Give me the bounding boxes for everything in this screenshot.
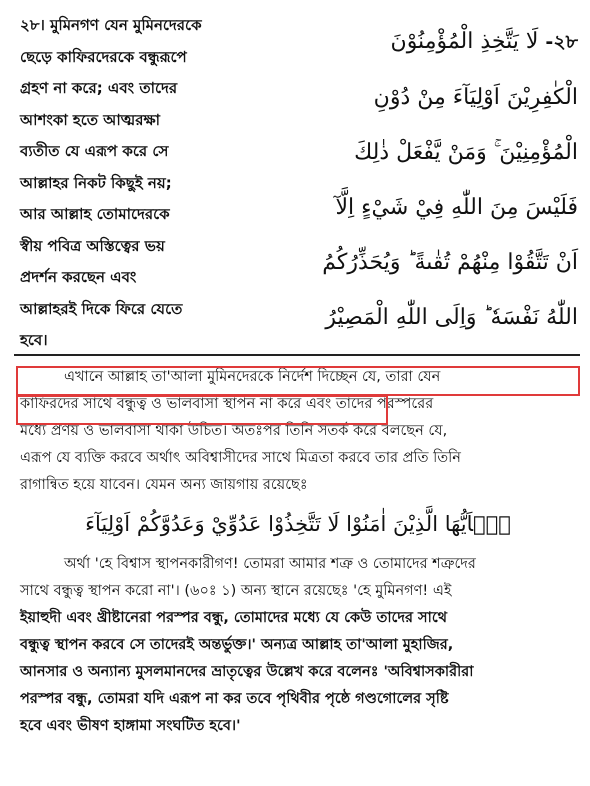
arabic-quote: يٰۤاَيُّهَا الَّذِيْنَ اٰمَنُوْا لَا تَتَّخِذُوْا عَدُوِّيْ وَعَدُوَّكُمْ اَوْلِيَآءَ bbox=[85, 512, 511, 536]
highlight-box-line2 bbox=[16, 395, 388, 425]
translation-line: আল্লাহর নিকট কিছুই নয়; bbox=[20, 173, 172, 192]
arabic-verse-line: الْمُؤْمِنِيْنَ ۚ وَمَنْ يَّفْعَلْ ذٰلِكَ bbox=[354, 140, 578, 165]
translation-line: প্রদর্শন করছেন এবং bbox=[20, 268, 137, 286]
verse-number: ২৮- bbox=[545, 31, 578, 53]
translation-line: ছেড়ে কাফিরদেরকে বন্ধুরূপে bbox=[20, 47, 187, 66]
commentary-line: সাথে বন্ধুত্ব স্থাপন করো না'। (৬০ঃ ১) অন্য স্থানে রয়েছেঃ 'হে মুমিনগণ! এই bbox=[20, 583, 452, 599]
commentary-line: অর্থা 'হে বিশ্বাস স্থাপনকারীগণ! তোমরা আমার শত্রু ও তোমাদের শত্রুদের bbox=[64, 556, 476, 572]
translation-line: ২৮। মুমিনগণ যেন মুমিনদেরকে bbox=[20, 16, 202, 34]
commentary-line: আনসার ও অন্যান্য মুসলমানদের ভ্রাতৃত্বের উল্লেখ করে বলেনঃ 'অবিশ্বাসকারীরা bbox=[20, 664, 474, 680]
commentary-line: এরূপ যে ব্যক্তি করবে অর্থাৎ অবিশ্বাসীদের সাথে মিত্রতা করবে তার প্রতি তিনি bbox=[20, 450, 461, 466]
section-divider bbox=[14, 354, 580, 356]
commentary-line: রাগান্বিত হয়ে যাবেন। যেমন অন্য জায়গায় রয়েছেঃ bbox=[20, 477, 308, 493]
verse-section bbox=[0, 0, 590, 352]
translation-line: আল্লাহরই দিকে ফিরে যেতে bbox=[20, 299, 183, 318]
translation-line: হবে। bbox=[20, 331, 48, 349]
translation-line: ব্যতীত যে এরূপ করে সে bbox=[20, 142, 169, 160]
arabic-verse-line: اَنْ تَتَّقُوْا مِنْهُمْ تُقٰىةً ؕ وَيُحَذِّرُكُمُ bbox=[322, 250, 578, 275]
translation-line: আশংকা হতে আত্মরক্ষা bbox=[20, 110, 160, 129]
commentary-line: ইয়াহুদী এবং খ্রীষ্টানেরা পরস্পর বন্ধু, তোমাদের মধ্যে যে কেউ তাদের সাথে bbox=[20, 610, 448, 626]
commentary-line: এখানে আল্লাহ তা'আলা মুমিনদেরকে নির্দেশ দিচ্ছেন যে, তারা যেন bbox=[64, 369, 441, 385]
arabic-verse-line: الْكٰفِرِيْنَ اَوْلِيَآءَ مِنْ دُوْنِ bbox=[373, 85, 578, 110]
arabic-verse-line: ২৮- لَا يَتَّخِذِ الْمُؤْمِنُوْنَ bbox=[390, 29, 578, 54]
commentary-line: কাফিরদের সাথে বন্ধুত্ব ও ভালবাসা স্থাপন না করে এবং তাদের পরস্পরের bbox=[20, 396, 434, 412]
commentary-line: বন্ধুত্ব স্থাপন করবে সে তাদেরই অন্তর্ভুক্ত।' অন্যত্র আল্লাহ তা'আলা মুহাজির, bbox=[20, 637, 454, 653]
arabic-verse bbox=[300, 14, 578, 345]
commentary-line: পরস্পর বন্ধু, তোমরা যদি এরূপ না কর তবে পৃথিবীর পৃষ্ঠে গণ্ডগোলের সৃষ্টি bbox=[20, 691, 449, 707]
arabic-verse-line: فَلَيْسَ مِنَ اللّٰهِ فِيْ شَيْءٍ اِلَّآ bbox=[335, 195, 578, 220]
highlight-box-line1 bbox=[16, 366, 580, 396]
commentary-line: মধ্যে প্রণয় ও ভালবাসা থাকা উচিত। অতঃপর তিনি সতর্ক করে বলছেন যে, bbox=[20, 423, 448, 439]
translation-line: স্বীয় পবিত্র অস্তিত্বের ভয় bbox=[20, 236, 165, 255]
bengali-translation bbox=[20, 10, 290, 357]
translation-line: গ্রহণ না করে; এবং তাদের bbox=[20, 79, 178, 97]
commentary-line: হবে এবং ভীষণ হাঙ্গামা সংঘটিত হবে।' bbox=[20, 718, 241, 734]
highlighted-phrase: কাফিরদের সাথে বন্ধুত্ব ও ভালবাসা স্থাপন না করে bbox=[20, 396, 302, 412]
translation-line: আর আল্লাহ তোমাদেরকে bbox=[20, 205, 170, 223]
arabic-verse-line: اللّٰهُ نَفْسَهٗ ؕ وَاِلَى اللّٰهِ الْمَصِيْرُ bbox=[325, 305, 578, 330]
